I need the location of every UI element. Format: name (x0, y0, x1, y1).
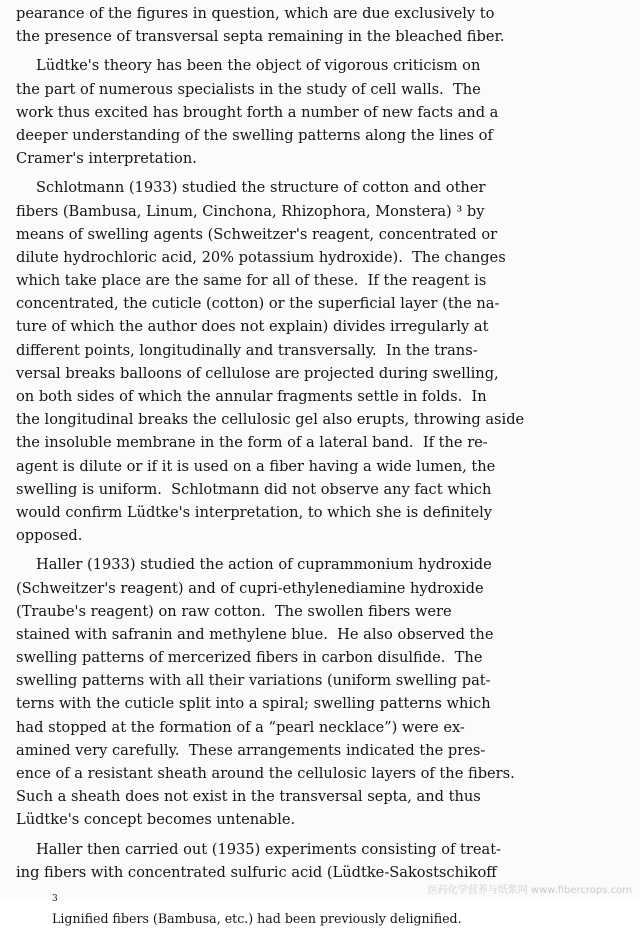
text-line: which take place are the same for all of these. If the reagent is (16, 272, 487, 290)
paragraph (16, 2, 626, 48)
text-line: fibers (Bambusa, Linum, Cinchona, Rhizophora, Monstera) ³ by (16, 202, 485, 220)
text-line: had stopped at the formation of a “pearl necklace”) were ex- (16, 718, 465, 736)
text-line: pearance of the figures in question, which are due exclusively to (16, 5, 495, 22)
text-line: versal breaks balloons of cellulose are projected during swelling, (16, 364, 499, 382)
text-line: Haller (1933) studied the action of cuprammonium hydroxide (36, 556, 492, 574)
text-line: swelling patterns of mercerized fibers in carbon disulfide. The (16, 649, 483, 667)
text-line: on both sides of which the annular fragments settle in folds. In (16, 388, 487, 405)
text-line: Cramer's interpretation. (16, 150, 197, 168)
text-line: agent is dilute or if it is used on a fiber having a wide lumen, the (16, 457, 496, 475)
footnote-marker: 3 (52, 894, 58, 904)
text-line: dilute hydrochloric acid, 20% potassium hydroxide). The changes (16, 248, 506, 266)
text-line: Haller then carried out (1935) experiments consisting of treat- (36, 840, 501, 858)
text-line: the longitudinal breaks the cellulosic gel also erupts, throwing aside (16, 411, 525, 429)
text-line: Lüdtke's concept becomes untenable. (16, 811, 296, 829)
text-line: (Schweitzer's reagent) and of cupri-ethylenediamine hydroxide (16, 579, 484, 597)
text-line: ence of a resistant sheath around the cellulosic layers of the fibers. (16, 765, 515, 782)
text-line: would confirm Lüdtke's interpretation, to which she is definitely (16, 503, 493, 521)
text-line: deeper understanding of the swelling patterns along the lines of (16, 126, 493, 144)
text-line: the part of numerous specialists in the study of cell walls. The (16, 80, 481, 98)
text-line: swelling patterns with all their variations (uniform swelling pat- (16, 672, 491, 690)
text-line: work thus excited has brought forth a number of new facts and a (16, 103, 499, 121)
text-line: Schlotmann (1933) studied the structure of cotton and other (36, 179, 486, 197)
text-line: Such a sheath does not exist in the transversal septa, and thus (16, 788, 481, 806)
text-line: ture of which the author does not explain) divides irregularly at (16, 318, 489, 336)
text-line: different points, longitudinally and transversally. In the trans- (16, 341, 478, 359)
text-line: terns with the cuticle split into a spiral; swelling patterns which (16, 695, 491, 713)
paragraph (16, 54, 626, 170)
text-line: opposed. (16, 527, 83, 545)
text-line: ing fibers with concentrated sulfuric acid (Lüdtke-Sakostschikoff (16, 863, 497, 881)
watermark: 医药化学营养与纸浆网 www.fibercrops.com (427, 885, 632, 896)
text-line: swelling is uniform. Schlotmann did not observe any fact which (16, 480, 492, 498)
text-line: the insoluble membrane in the form of a lateral band. If the re- (16, 434, 488, 452)
footnote-text: Lignified fibers (Bambusa, etc.) had been previously delignified. (52, 911, 462, 926)
text-line: stained with safranin and methylene blue. He also observed the (16, 625, 494, 643)
text-line: Lüdtke's theory has been the object of vigorous criticism on (36, 57, 481, 75)
text-line: means of swelling agents (Schweitzer's reagent, concentrated or (16, 225, 498, 243)
paragraph (16, 553, 626, 831)
text-line: amined very carefully. These arrangements indicated the pres- (16, 741, 486, 759)
paragraph (16, 176, 626, 547)
text-line: (Traube's reagent) on raw cotton. The swollen fibers were (16, 602, 452, 620)
text-line: concentrated, the cuticle (cotton) or the superficial layer (the na- (16, 295, 500, 313)
text-line: the presence of transversal septa remaining in the bleached fiber. (16, 28, 505, 46)
body-text (16, 2, 626, 884)
footnote (36, 872, 462, 946)
